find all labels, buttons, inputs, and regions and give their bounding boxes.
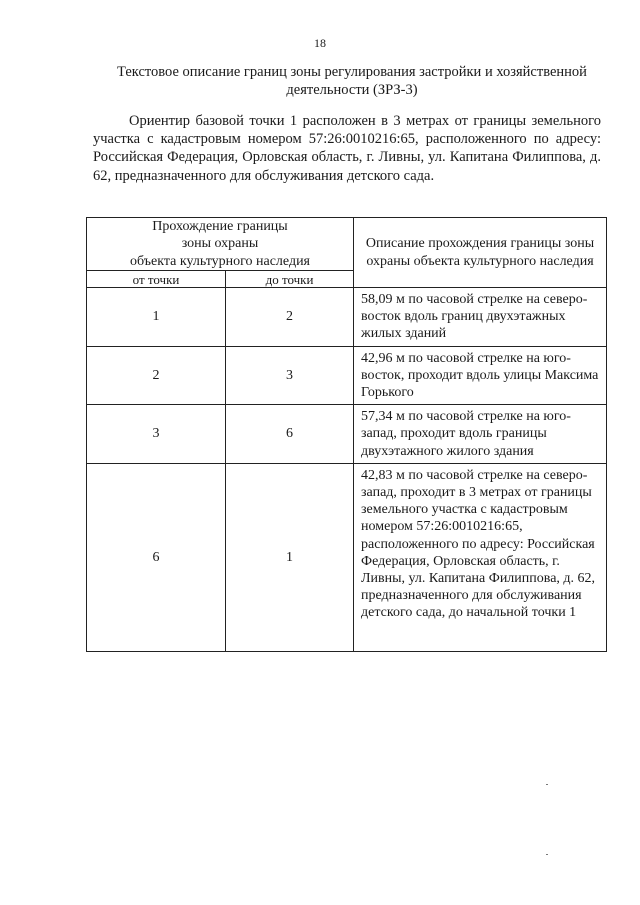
to-point-cell: 6 [226, 405, 354, 464]
description-cell: 58,09 м по часовой стрелке на северо-восток вдоль границ двухэтажных жилых зданий [354, 288, 607, 347]
intro-paragraph: Ориентир базовой точки 1 расположен в 3 метрах от границы земельного участка с кадастровым номером 57:26:0010216:65, расположенного по адресу: Российская Федерация, Орловская область, г. Ливны, ул. Капитана Филиппова, д. 62, предназначенного для обслуживания детского сада. [93, 113, 601, 184]
from-point-cell: 3 [87, 405, 226, 464]
table-row [87, 346, 607, 405]
table-row [87, 405, 607, 464]
page-number: 18 [314, 36, 326, 50]
title-line-2: деятельности (ЗРЗ-3) [286, 82, 418, 98]
header-line: Прохождение границы [152, 219, 288, 235]
from-point-cell: 1 [87, 288, 226, 347]
from-point-cell: 6 [87, 463, 226, 651]
scan-speck [546, 784, 548, 785]
table-row [87, 288, 607, 347]
header-line: зоны охраны [181, 236, 259, 252]
to-point-cell: 3 [226, 346, 354, 405]
description-cell: 57,34 м по часовой стрелке на юго-запад, проходит вдоль границы двухэтажного жилого здания [354, 405, 607, 464]
header-line: объекта культурного наследия [130, 253, 310, 269]
description-cell: 42,83 м по часовой стрелке на северо-запад, проходит в 3 метрах от границы земельного участка с кадастровым номером 57:26:0010216:65, расположенного по адресу: Российская Федерация, Орловская область, г. Ливны, ул. Капитана Филиппова, д. 62, предназначенного для обслуживания детского сада, до начальной точки 1 [354, 463, 607, 651]
document-title [92, 63, 612, 99]
scan-speck [546, 854, 548, 855]
to-point-cell: 2 [226, 288, 354, 347]
description-cell: 42,96 м по часовой стрелке на юго-восток, проходит вдоль улицы Максима Горького [354, 346, 607, 405]
header-boundary-passage [87, 218, 354, 271]
header-to-point: до точки [226, 271, 354, 288]
header-from-point: от точки [87, 271, 226, 288]
table-header-row [87, 218, 607, 271]
title-line-1: Текстовое описание границ зоны регулирования застройки и хозяйственной [117, 64, 587, 80]
to-point-cell: 1 [226, 463, 354, 651]
boundary-table [86, 217, 607, 652]
from-point-cell: 2 [87, 346, 226, 405]
header-description: Описание прохождения границы зоны охраны объекта культурного наследия [354, 218, 607, 288]
table-row [87, 463, 607, 651]
